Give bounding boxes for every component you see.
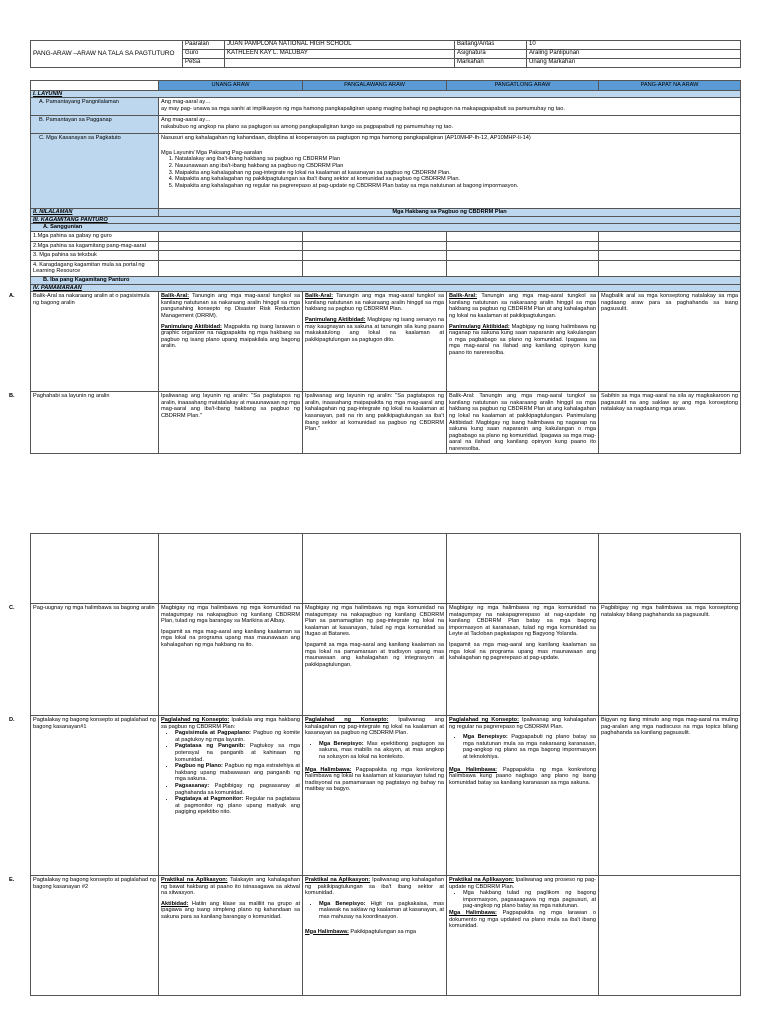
a-day-1	[159, 292, 303, 392]
label-text: Balik-Aral:	[305, 293, 333, 300]
doc-title: PANG-ARAW –ARAW NA TALA SA PAGTUTURO	[31, 41, 183, 68]
text: Ipakilala ang mga hakbang sa pagbuo ng CBDRRM Plan:	[161, 717, 300, 730]
d-day-3	[447, 716, 599, 876]
header-value: Araling Panlipunan	[527, 50, 741, 59]
row-label: 2.Mga pahina sa kagamitang pang-mag-aaral	[31, 241, 159, 251]
row-letter: B.	[9, 393, 15, 400]
steps-list	[161, 730, 300, 816]
text: Talakayin ang kahalagahan ng bawat hakbang at paano ito isinasagawa sa aktwal na sitwasyon.	[161, 877, 300, 897]
d-day-4: Bigyan ng ilang minuto ang mga mag-aaral na muling pag-aralan ang mga nadiscuss na mga topics bilang paghahanda sa kanilang pagsusulit.	[599, 716, 741, 876]
mga-kasanayan	[159, 134, 741, 209]
row-letter: A.	[9, 293, 15, 300]
list-item	[175, 783, 300, 796]
row-letter: D.	[9, 717, 15, 723]
e-day-2	[303, 876, 447, 996]
c-day-1	[159, 604, 303, 716]
section-kagamitan: III. KAGAMITANG PANTURO	[31, 216, 741, 224]
label-text: Balik-Aral:	[161, 293, 189, 300]
label-text: Pagtalakay ng bagong konsepto at paglalahad ng bagong kasanayan#1	[33, 717, 156, 730]
text: nakabubuo ng angkop na plano sa pagtugon sa among pangkapaligiran tungo sa pagpapabuti ng pamumuhay ng tao.	[161, 123, 454, 130]
label-text: Mga Halimbawa:	[305, 766, 352, 773]
list-item	[319, 901, 444, 921]
label-text: Praktikal na Aplikasyon:	[449, 877, 514, 883]
row-label-d	[9, 716, 159, 876]
benefits-list	[449, 734, 596, 760]
label-text: Pagtalakay ng bagong konsepto at paglalahad ng bagong kasanayan #2	[33, 877, 156, 890]
text: Pakikipagtulungan sa mga	[350, 928, 417, 935]
label-text: Panimulang Aktibidad:	[305, 316, 366, 323]
header-value	[225, 59, 455, 68]
label-text: Mga Benepisyo:	[463, 734, 508, 741]
text: Mga Layunin/ Mga Paksang Pag-aaralan	[161, 149, 263, 156]
header-value: 10	[527, 41, 741, 50]
objectives-list	[161, 156, 738, 189]
section-layunin: I. LAYUNIN	[31, 90, 741, 98]
header-value: KATHLEEN KAY L. MALUBAY	[225, 50, 455, 59]
label-text: Pagbuo ng Plano:	[175, 763, 223, 770]
row-label-e	[9, 876, 159, 996]
nilalaman-text: Mga Hakbang sa Pagbuo ng CBDRRM Plan	[159, 209, 741, 217]
text: ay may pag- unawa sa mga sanhi at implikasyon ng mga hamong pangkapaligiran upang maging bahagi ng pagtugon na makapagpapabuti sa pamumuhay ng tao.	[161, 105, 565, 112]
steps-list	[449, 890, 596, 910]
label-text: Pagtatasa ng Panganib:	[175, 743, 246, 750]
row-label-c	[9, 604, 159, 716]
b-day-1: Ipaliwanag ang layunin ng aralin: "Sa pagtatapos ng aralin, inaasahang matatalakay at mauunawaan ng mga mag-aaral ang iba't-ibang hakbang sa pagbuo ng CBDRRM Plan."	[159, 392, 303, 454]
b-day-3: Balik-Aral: Tanungin ang mga mag-aaral tungkol sa kanilang natutunan sa nakaraang aralin hinggil sa mga hakbang sa pagbuo ng CBDRRM Plan at ang kahalagahan ng lokal na kaalaman at pakikipagtulungan. Panimulang Aktibidad: Magbigay ng isang halimbawa ng naganap na sakuna kung saan naparanin ang kakulangan o mga pagbabago sa plano ng komunidad. Ipagawa sa mga mag-aaral na ilahad ang kanilang opinyon kung paano ito nareresolba.	[447, 392, 599, 454]
text: Ipagamit sa mga mag-aaral ang kanilang kaalaman sa mga lokal na pamamaraan at tradisyon upang mas maunawaan ang kahalagahan ng integrasyon at pakikipagtulungan.	[305, 641, 444, 668]
text: Pagpapakita ng mga larawan o dokumento ng mga updated na plano mula sa iba't ibang komunidad.	[449, 909, 597, 930]
header-label: Baitang/Antas	[455, 41, 527, 50]
text: Magbigay ng mga halimbawa ng mga komunidad na matagumpay na nakapagbuo ng kanilang CBDRRM Plan, tulad ng mga barangay sa Marikina at Albay.	[161, 605, 300, 625]
header-label: Asignatura	[455, 50, 527, 59]
label-text: Praktikal na Aplikasyon:	[305, 877, 371, 883]
label-text: Paglalahad ng Konsepto:	[449, 717, 519, 723]
text: Pagbuo ng mga estratehiya at hakbang upang mabawasan ang panganib ng mga sakuna.	[175, 763, 300, 783]
label-text: Pagsisimula at Pagpaplano:	[175, 730, 251, 737]
header-table	[30, 40, 741, 68]
text: Hatiin ang klase sa maliliit na grupo at ipagawa ang isang simpleng plano ng kahandaan sa sakuna para sa kanilang barangay o komunidad.	[161, 900, 300, 920]
iba-pang-kagamitan-label: B. Iba pang Kagamitang Panturo	[31, 276, 741, 284]
text: Pagpapakita ng mga konkretong halimbawa kung paano nagbago ang plano ng isang komunidad batay sa kanilang karanasan sa mga sakuna.	[449, 766, 597, 786]
label-text: Paglalahad ng Konsepto:	[305, 717, 389, 723]
a-day-3	[447, 292, 599, 392]
text: Magpakita ng isang larawan o graphic organizer na nagpapakita ng mga hakbang sa pagbuo ng isang plano upang maipakilala ang bagong aralin.	[161, 323, 300, 350]
text: Ang mag-aaral ay…	[161, 99, 211, 106]
page-gap	[0, 468, 768, 518]
b-day-2: Ipaliwanag ang layunin ng aralin: "Sa pagtatapos ng aralin, inaasahang maipapakita ng mga mag-aaral ang kahalagahan ng pag-integrate ng lokal na kaalaman at kasanayan, pati na rin ang pakikipagtulungan sa iba't ibang sektor at komunidad sa pagbuo ng CBDRRM Plan."	[303, 392, 447, 454]
label-text: Panimulang Aktibidad:	[449, 323, 510, 330]
sanggunian-label: A. Sanggunian	[31, 224, 741, 232]
row-label-b	[9, 392, 159, 454]
text: Magbigay ng mga halimbawa ng mga komunidad na matagumpay na nakapagbuo ng kanilang CBDRRM Plan sa pamamagitan ng pag-integrate ng lokal na kaalaman at kasanayan, tulad ng mga komunidad sa Ifugao at Batanes.	[305, 605, 444, 638]
day-2-header: PANGALAWANG ARAW	[303, 81, 447, 91]
text: Tanungin ang mga mag-aaral tungkol sa kanilang natutunan sa nakaraang aralin hinggil sa mga hakbang sa pagbuo ng CBDRRM Plan.	[305, 293, 444, 313]
label-text: Mga Benepisyo:	[319, 900, 366, 907]
label-text: Mga Halimbawa:	[449, 909, 497, 916]
d-day-2	[303, 716, 447, 876]
text: Pagpapabuti ng plano batay sa mga natutunan mula sa mga nakaraang karanasan, pag-angkop ng plano sa mga bagong impormasyon at teknolohiya.	[463, 734, 596, 760]
pamantayang-pangnilalaman	[159, 98, 741, 116]
label-text: Balik-Aral:	[449, 293, 477, 300]
list-item: 4. Maipakita ang kahalagahan ng pakikipagtulungan sa iba't ibang sektor at komunidad sa pagbuo ng CBDRRM Plan.	[175, 176, 738, 183]
text: Magbigay ng mga halimbawa ng mga komunidad na matagumpay na nakapagrerepaso at nag-uupdate ng kanilang CBDRRM Plan batay sa mga bagong impormasyon at karanasan, tulad ng mga komunidad sa Leyte at Tacloban pagkatapos ng Bagyong Yolanda.	[449, 605, 596, 638]
label-text: Balik-Aral sa nakaraang aralin at o pagsisimula ng bagong aralin	[33, 293, 150, 306]
text: Ipaliwanag ang kahalagahan ng regular na pagrerepaso ng CBDRRM Plan.	[449, 717, 596, 730]
a-day-4: Magbalik aral sa mga konseptong natalakay sa mga nagdaang araw para sa paghahanda sa isang pagsusulit.	[599, 292, 741, 392]
list-item	[319, 741, 444, 761]
day-1-header: UNANG ARAW	[159, 81, 303, 91]
row-letter: E.	[9, 877, 15, 883]
header-value: Unang Markahan	[527, 59, 741, 68]
c-day-2	[303, 604, 447, 716]
header-label: Petsa	[183, 59, 225, 68]
row-label: 3. Mga pahina sa teksbuk	[31, 251, 159, 261]
b-day-4: Sabihin sa mga mag-aaral na sila ay magkakaroon ng pagsusulit na ang saklaw ay ang mga konseptong natalakay sa nagdaang mga araw.	[599, 392, 741, 454]
header-label: Paaralan	[183, 41, 225, 50]
text: Ipaliwanag ang kahalagahan ng pag-integrate ng lokal na kaalaman at kasanayan sa pagbuo ng CBDRRM Plan.	[305, 717, 444, 737]
row-letter: C.	[9, 605, 15, 611]
label-text: Mga Halimbawa:	[449, 766, 498, 773]
e-day-3	[447, 876, 599, 996]
label-text: Praktikal na Aplikasyon:	[161, 877, 228, 883]
label-text: Pag-uugnay ng mga halimbawa sa bagong aralin	[33, 605, 155, 611]
row-label: 1.Mga pahina sa gabay ng guro	[31, 231, 159, 241]
day-3-header: PANGATLONG ARAW	[447, 81, 599, 91]
text: Higit na pagkakaisa, mas malawak na saklaw ng kaalaman at kasanayan, at mas mahusay na koordinasyon.	[319, 900, 444, 920]
text: Pagtukoy sa mga potensyal na panganib at kahinaan ng komunidad.	[175, 743, 300, 763]
e-day-4	[599, 876, 741, 996]
text: Ipaliwanag ang kahalagahan ng pakikipagtulungan sa iba't ibang sektor at komunidad.	[305, 877, 444, 897]
list-item: 2. Nauunawaan ang iba't-ibang hakbang sa pagbuo ng CBDRRM Plan	[175, 163, 738, 170]
list-item	[175, 743, 300, 763]
label-text: Mga Halimbawa:	[305, 928, 349, 935]
b-day-3-continued	[447, 534, 599, 604]
text: Ipagamit sa mga mag-aaral ang kanilang kaalaman sa mga lokal na programa upang mas maunawaan ang kahalagahan ng mga hakbang na ito.	[161, 628, 300, 648]
text: Tanungin ang mga mag-aaral tungkol sa kanilang natutunan sa nakaraang aralin hinggil sa mga pangunahing konsepto ng Disaster Risk Reduction Management (DRRM).	[161, 293, 300, 319]
a-day-2	[303, 292, 447, 392]
header-label: Markahan	[455, 59, 527, 68]
label-text: Panimulang Aktibidad:	[161, 323, 222, 330]
pamantayan-sa-pagganap	[159, 116, 741, 134]
text: Magbigay ng isang halimbawa ng naganap na sakuna kung saan naparanin ang kakulangan o mga pagbabago sa plano ng komunidad. Ipagawa sa mga mag-aaral na ilahad ang kanilang opinyon kung paano ito nareresolba.	[449, 323, 596, 356]
list-item: 5. Maipakita ang kahalagahan ng regular na pagrerepaso at pag-update ng CBDRRM Plan batay sa mga natutunan at bagong impormasyon.	[175, 183, 738, 190]
text: Pagbuo ng komite at pagtukoy ng mga layunin.	[175, 730, 301, 743]
c-day-3	[447, 604, 599, 716]
lesson-table	[9, 80, 741, 454]
list-item	[175, 763, 300, 783]
benefits-list	[305, 741, 444, 761]
list-item	[175, 730, 300, 743]
row-label-a	[9, 292, 159, 392]
text: Pagbibigay ng pagsasanay at paghahanda sa komunidad.	[175, 782, 300, 796]
label-text: Pagtataya at Pagmonitor:	[175, 796, 244, 803]
text: Ipaliwanag ang proseso ng pag-update ng CBDRRM Plan.	[449, 877, 596, 890]
list-item: 3. Maipakita ang kahalagahan ng pag-integrate ng lokal na kaalaman at kasanayan sa pagbuo ng CBDRRM Plan.	[175, 170, 738, 177]
list-item	[175, 796, 300, 816]
label-text: Paghahabi sa layunin ng aralin	[33, 393, 110, 400]
list-item	[463, 734, 596, 760]
text: Regular na pagtatasa at pagmonitor ng plano upang matiyak ang pagiging epektibo nito.	[175, 796, 300, 816]
page-2	[0, 518, 768, 1024]
text: Pagpapakita ng mga konkretong halimbawa ng lokal na kaalaman at kasanayan tulad ng tradisyonal na pamamaraan ng pagtatayo ng bahay na matibay sa bagyo.	[305, 766, 445, 793]
text: Magbigay ng isang senaryo na may kaugnayan sa sakuna at tanungin sila kung paano makakatulong ang lokal na kaalaman at pakikipagtulungan sa pagtugon dito.	[305, 316, 444, 343]
label-text: Aktibidad:	[161, 900, 189, 907]
text: Nasusuri ang kahalagahan ng kahandaan, disiplina at kooperasyon sa pagtugon ng mga hamong pangkapaligiran (AP10MHP-Ih-12, AP10MHP-Ii-14)	[161, 135, 531, 142]
list-item: • Mga hakbang tulad ng paglikom ng bagong impormasyon, pagsasagawa ng mga pagsusuri, at pag-angkop ng plano batay sa mga natutunan.	[463, 890, 596, 910]
d-day-1	[159, 716, 303, 876]
header-label: Guro	[183, 50, 225, 59]
section-nilalaman: II. NILALAMAN	[31, 209, 159, 217]
e-day-1	[159, 876, 303, 996]
b-day-4-continued	[599, 534, 741, 604]
lesson-table-continued	[9, 533, 741, 996]
list-item: 1. Natatalakay ang iba't-ibang hakbang sa pagbuo ng CBDRRM Plan	[175, 156, 738, 163]
text: Tanungin ang mga mag-aaral tungkol sa kanilang natutunan sa nakaraang aralin hinggil sa mga hakbang sa pagbuo ng CBDRRM Plan at ang kahalagahan ng lokal na kaalaman at pakikipagtulungan.	[449, 293, 597, 319]
label-text: Mga Benepisyo:	[319, 740, 364, 747]
text: Ipagamit sa mga mag-aaral ang kanilang kaalaman sa mga lokal na programa upang mas maunawaan ang kahalagahan ng pagrerepaso at pag-update.	[449, 641, 596, 662]
row-label: A. Pamantayang Pangnilalaman	[31, 98, 159, 116]
b-day-1-continued	[159, 534, 303, 604]
header-value: JUAN PAMPLONA NATIONAL HIGH SCHOOL	[225, 41, 455, 50]
row-label: C. Mga Kasanayan sa Pagkatuto	[31, 134, 159, 209]
c-day-4: Pagbibigay ng mga halimbawa sa mga konseptong natalakay bilang paghahanda sa pagsusulit.	[599, 604, 741, 716]
row-label: 4. Karagdagang kagamitan mula sa portal ng Learning Resource	[31, 260, 159, 276]
benefits-list	[305, 901, 444, 921]
label-text: Pagsasanay:	[175, 782, 210, 789]
day-4-header: PANG-APAT NA ARAW	[599, 81, 741, 91]
text: Mas epektibong pagtugon sa sakuna, mas mabilis na aksyon, at mas angkop na solusyon sa lokal na konteksto.	[319, 740, 444, 760]
row-label: B. Pamantayan sa Pagganap	[31, 116, 159, 134]
b-day-2-continued	[303, 534, 447, 604]
section-pamamaraan: IV. PAMAMARAAN	[31, 284, 741, 292]
text: Ang mag-aaral ay…	[161, 117, 211, 124]
label-text: Paglalahad ng Konsepto:	[161, 717, 230, 723]
